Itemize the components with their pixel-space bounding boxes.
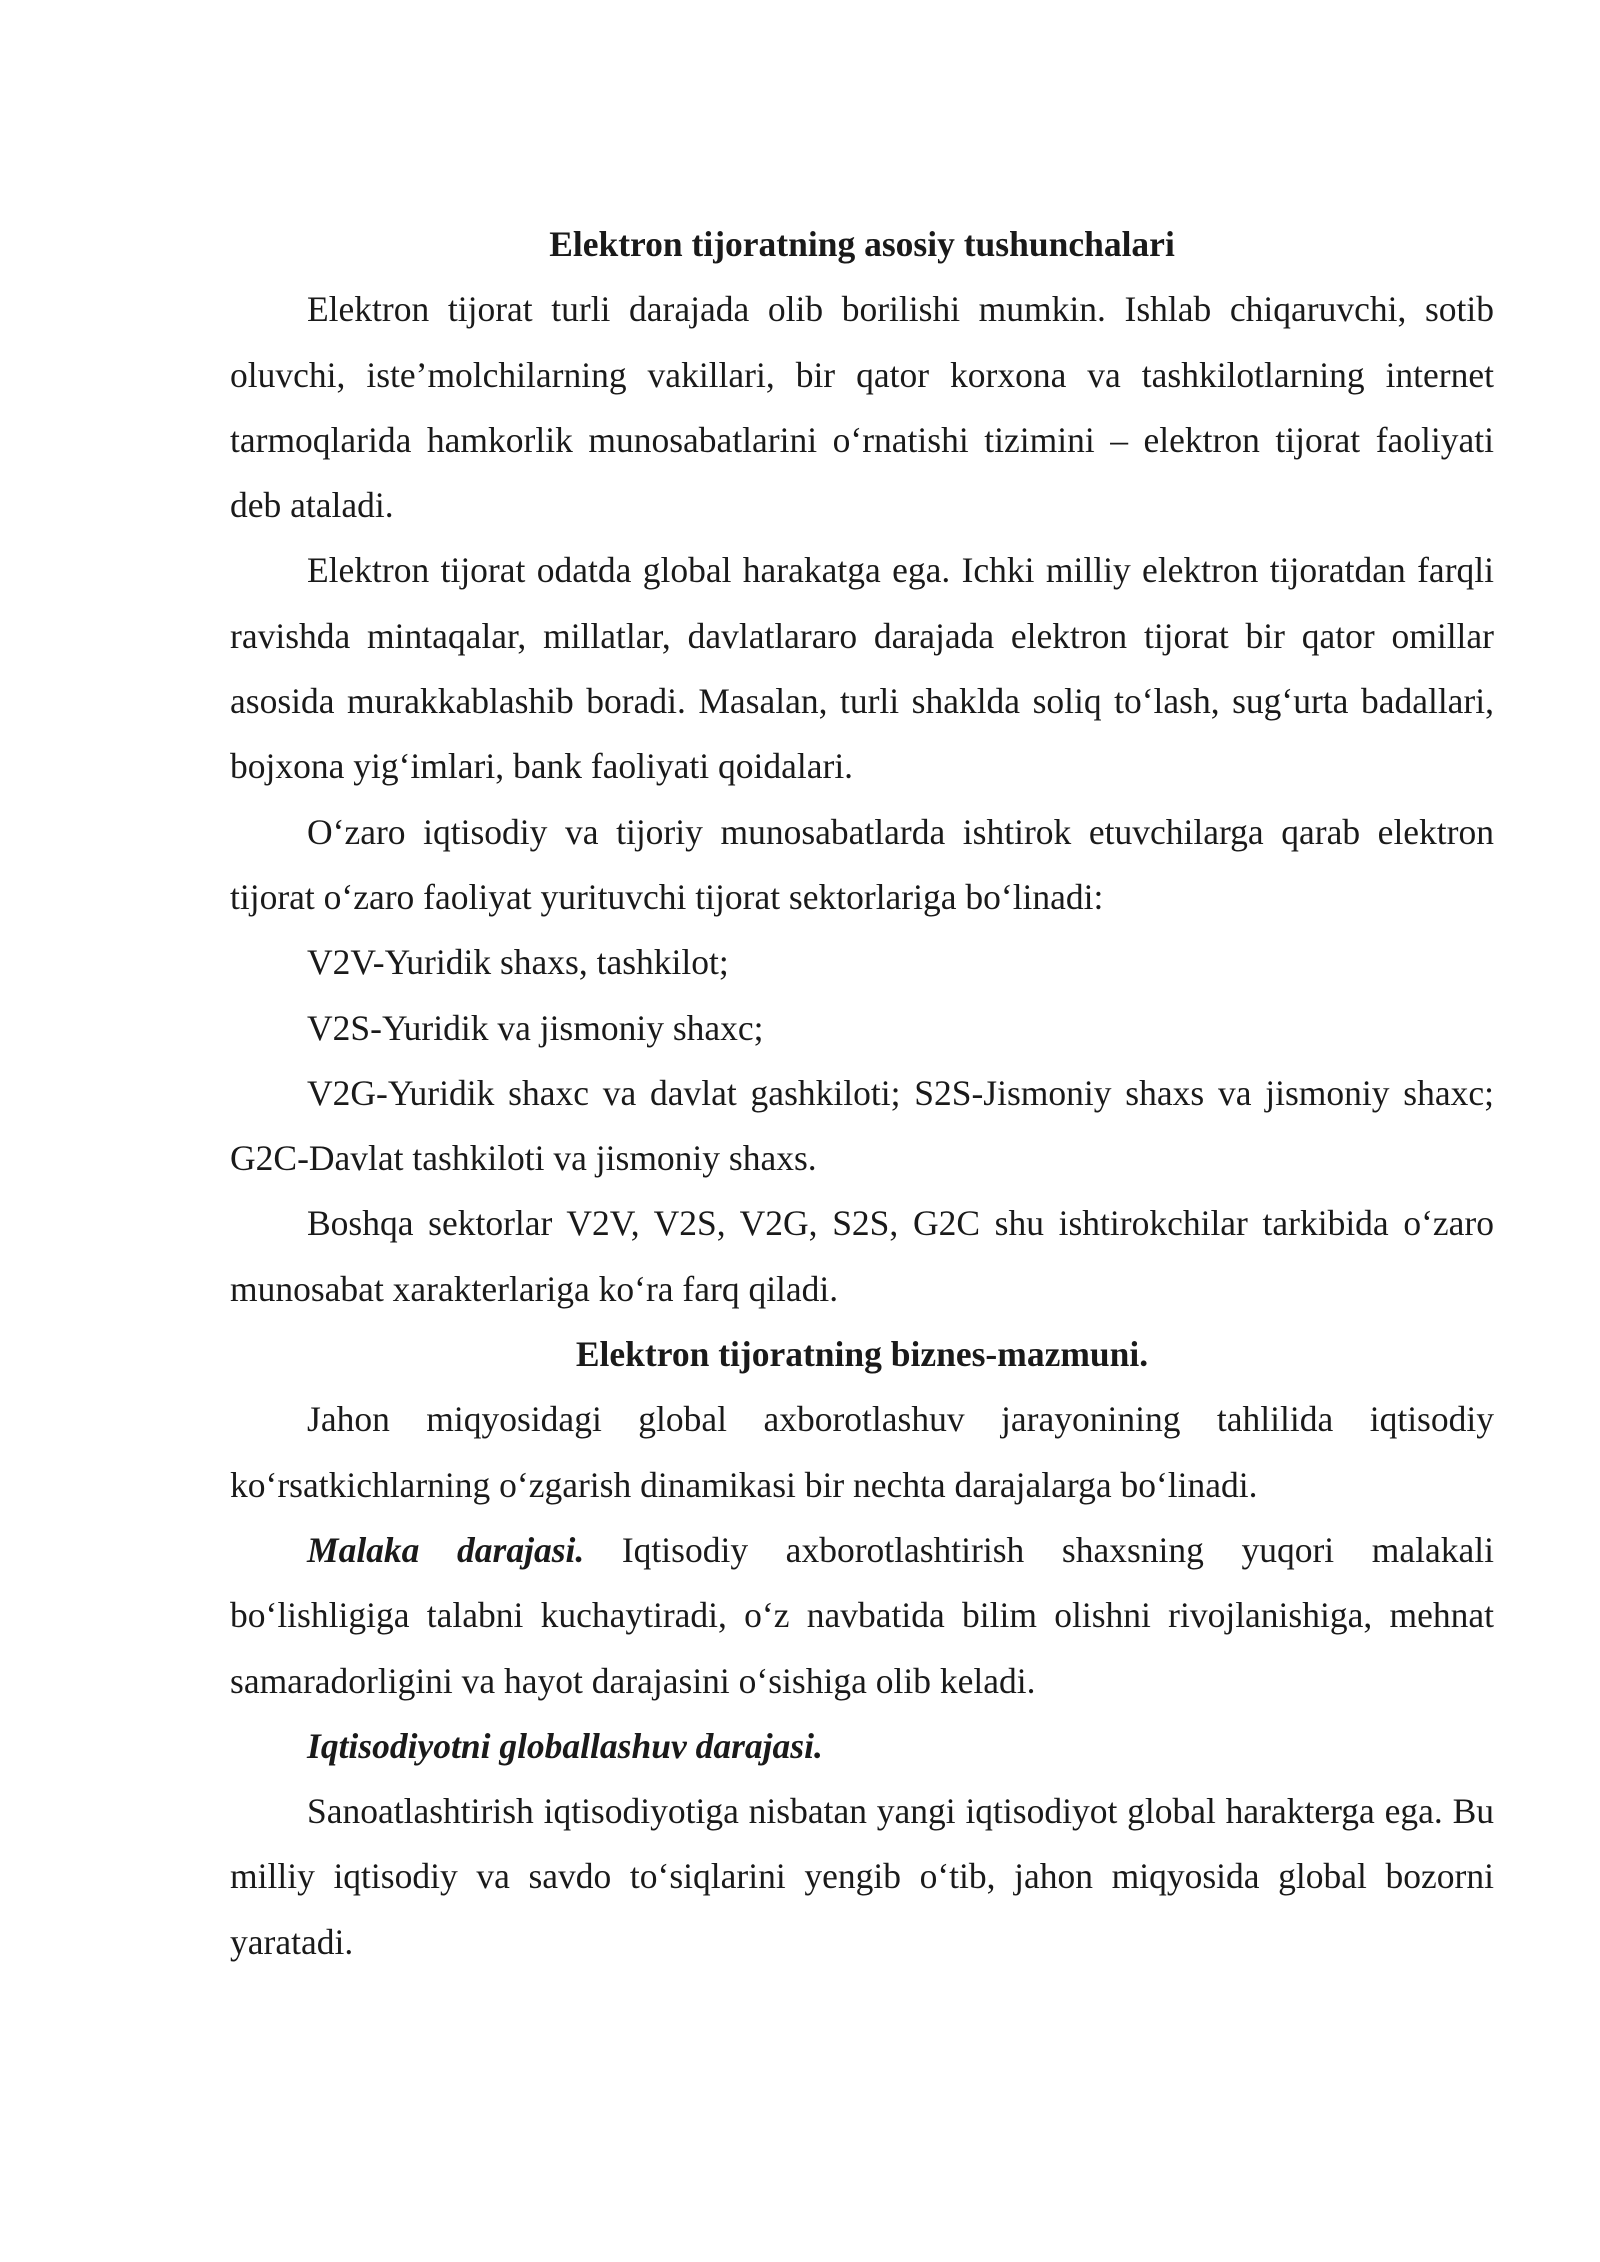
paragraph-qualification-level	[230, 1518, 1494, 1714]
paragraph-globalization-level	[230, 1714, 1494, 1779]
globalization-level-lead: Iqtisodiyotni globallashuv darajasi.	[307, 1725, 823, 1766]
paragraph-global-nature: Elektron tijorat odatda global harakatga ega. Ichki milliy elektron tijoratdan farqli ravishda mintaqalar, millatlar, davlatlararo darajada elektron tijorat bir qator omillar asosida murakkablashib boradi. Masalan, turli shaklda soliq to‘lash, sug‘urta badallari, bojxona yig‘imlari, bank faoliyati qoidalari.	[230, 550, 1494, 787]
paragraph-new-economy: Sanoatlashtirish iqtisodiyotiga nisbatan yangi iqtisodiyot global harakterga ega. Bu milliy iqtisodiy va savdo to‘siqlarini yengib o‘tib, jahon miqyosida global bozorni yaratadi.	[230, 1791, 1494, 1962]
qualification-level-body: Iqtisodiy axborotlashtirish shaxsning yuqori malakali bo‘lishligiga talabni kuchaytiradi, o‘z navbatida bilim olishni rivojlanishiga, mehnat samaradorligini va hayot darajasini o‘sishiga olib keladi.	[230, 1529, 1494, 1701]
paragraph-definition: Elektron tijorat turli darajada olib borilishi mumkin. Ishlab chiqaruvchi, sotib oluvchi, iste’molchilarning vakillari, bir qator korxona va tashkilotlarning internet tarmoqlarida hamkorlik munosabatlarini o‘rnatishi tizimini – elektron tijorat faoliyati deb ataladi.	[230, 289, 1494, 526]
document-page	[230, 212, 1494, 1975]
list-item-v2g-s2s-g2c: V2G-Yuridik shaxc va davlat gashkiloti; S2S-Jismoniy shaxs va jismoniy shaxc; G2C-Davlat tashkiloti va jismoniy shaxs.	[230, 1072, 1494, 1179]
qualification-level-lead: Malaka darajasi.	[307, 1529, 585, 1570]
paragraph-other-sectors: Boshqa sektorlar V2V, V2S, V2G, S2S, G2C shu ishtirokchilar tarkibida o‘zaro munosabat xarakterlariga ko‘ra farq qiladi.	[230, 1203, 1494, 1309]
list-item-v2v: V2V-Yuridik shaxs, tashkilot;	[307, 942, 729, 983]
list-item-v2s: V2S-Yuridik va jismoniy shaxc;	[307, 1007, 764, 1048]
section-heading-basic-concepts: Elektron tijoratning asosiy tushunchalari	[549, 224, 1175, 264]
paragraph-sectors-intro: O‘zaro iqtisodiy va tijoriy munosabatlarda ishtirok etuvchilarga qarab elektron tijorat o‘zaro faoliyat yurituvchi tijorat sektorlariga bo‘linadi:	[230, 811, 1494, 917]
section-heading-business-content: Elektron tijoratning biznes-mazmuni.	[575, 1334, 1149, 1375]
paragraph-global-informatization: Jahon miqyosidagi global axborotlashuv jarayonining tahlilida iqtisodiy ko‘rsatkichlarning o‘zgarish dinamikasi bir nechta darajalarga bo‘linadi.	[230, 1399, 1494, 1505]
